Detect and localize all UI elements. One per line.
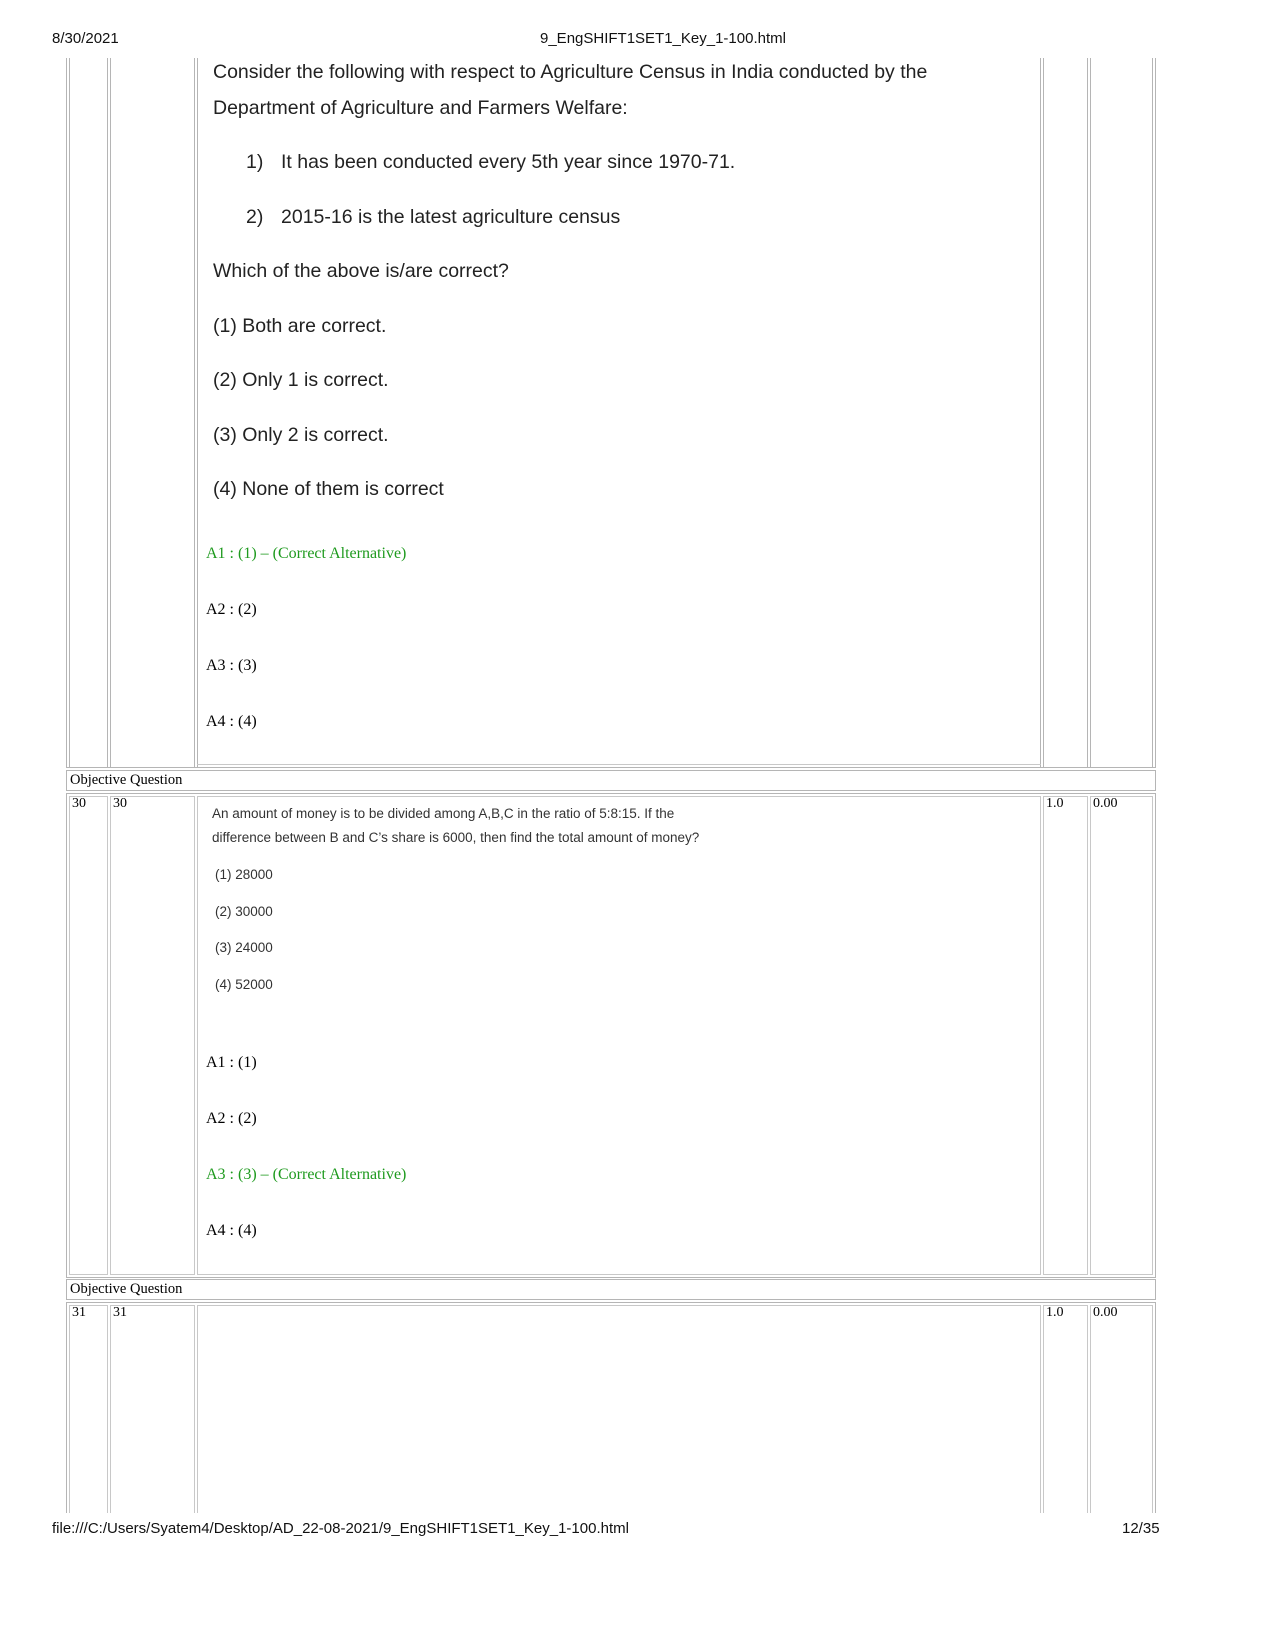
q31-marks: 1.0 [1046, 1305, 1064, 1320]
q29-statement-1: It has been conducted every 5th year since 1970-71. [281, 151, 736, 173]
q30-answer-4: A4 : (4) [206, 1222, 257, 1239]
q30-option-1: (1) 28000 [215, 867, 273, 882]
q29-statement-2: 2015-16 is the latest agriculture census [281, 206, 621, 228]
q29-answer-3: A3 : (3) [206, 657, 257, 674]
q30-negative-marks: 0.00 [1093, 796, 1118, 811]
q29-stem-line2: Department of Agriculture and Farmers Welfare: [213, 97, 628, 119]
q29-option-4: (4) None of them is correct [213, 478, 444, 500]
q30-answer-2: A2 : (2) [206, 1110, 257, 1127]
q31-number-cell [69, 1305, 108, 1525]
q30-id-cell [110, 796, 195, 1275]
q31-id: 31 [113, 1305, 127, 1320]
q29-answer-1-correct: A1 : (1) – (Correct Alternative) [206, 545, 407, 562]
q29-option-2: (2) Only 1 is correct. [213, 369, 389, 391]
q31-number: 31 [72, 1305, 86, 1320]
q29-option-3: (3) Only 2 is correct. [213, 424, 389, 446]
q30-option-4: (4) 52000 [215, 977, 273, 992]
file-path: file:///C:/Users/Syatem4/Desktop/AD_22-08-2021/9_EngSHIFT1SET1_Key_1-100.html [52, 1520, 629, 1537]
q30-stem-line2: difference between B and C’s share is 6000, then find the total amount of money? [212, 830, 700, 845]
q31-content-cell [197, 1305, 1041, 1525]
section-label-row-1 [66, 770, 1156, 791]
print-date: 8/30/2021 [52, 30, 119, 47]
q29-option-1: (1) Both are correct. [213, 315, 387, 337]
q30-content-cell [197, 796, 1041, 1275]
q29-question: Which of the above is/are correct? [213, 260, 509, 282]
q31-negative-marks: 0.00 [1093, 1305, 1118, 1320]
q29-answer-4: A4 : (4) [206, 713, 257, 730]
q31-marks-cell [1043, 1305, 1088, 1525]
q30-option-2: (2) 30000 [215, 904, 273, 919]
q29-stem-line1: Consider the following with respect to Agriculture Census in India conducted by the [213, 61, 928, 83]
q30-number-cell [69, 796, 108, 1275]
section-label-row-2 [66, 1279, 1156, 1300]
page-number: 12/35 [1122, 1520, 1160, 1537]
q30-negative-cell [1090, 796, 1153, 1275]
q31-negative-cell [1090, 1305, 1153, 1525]
q30-stem-line1: An amount of money is to be divided among A,B,C in the ratio of 5:8:15. If the [212, 806, 675, 821]
document-title: 9_EngSHIFT1SET1_Key_1-100.html [540, 30, 786, 47]
q30-id: 30 [113, 796, 127, 811]
section-label-1: Objective Question [70, 772, 183, 788]
q31-id-cell [110, 1305, 195, 1525]
q29-statement-1-number: 1) [246, 151, 264, 173]
section-label-2: Objective Question [70, 1281, 183, 1297]
q29-statement-2-number: 2) [246, 206, 264, 228]
q30-number: 30 [72, 796, 86, 811]
q30-answer-1: A1 : (1) [206, 1054, 257, 1071]
q29-answer-2: A2 : (2) [206, 601, 257, 618]
q30-marks: 1.0 [1046, 796, 1064, 811]
q30-answer-3-correct: A3 : (3) – (Correct Alternative) [206, 1166, 407, 1183]
q30-option-3: (3) 24000 [215, 940, 273, 955]
q30-marks-cell [1043, 796, 1088, 1275]
